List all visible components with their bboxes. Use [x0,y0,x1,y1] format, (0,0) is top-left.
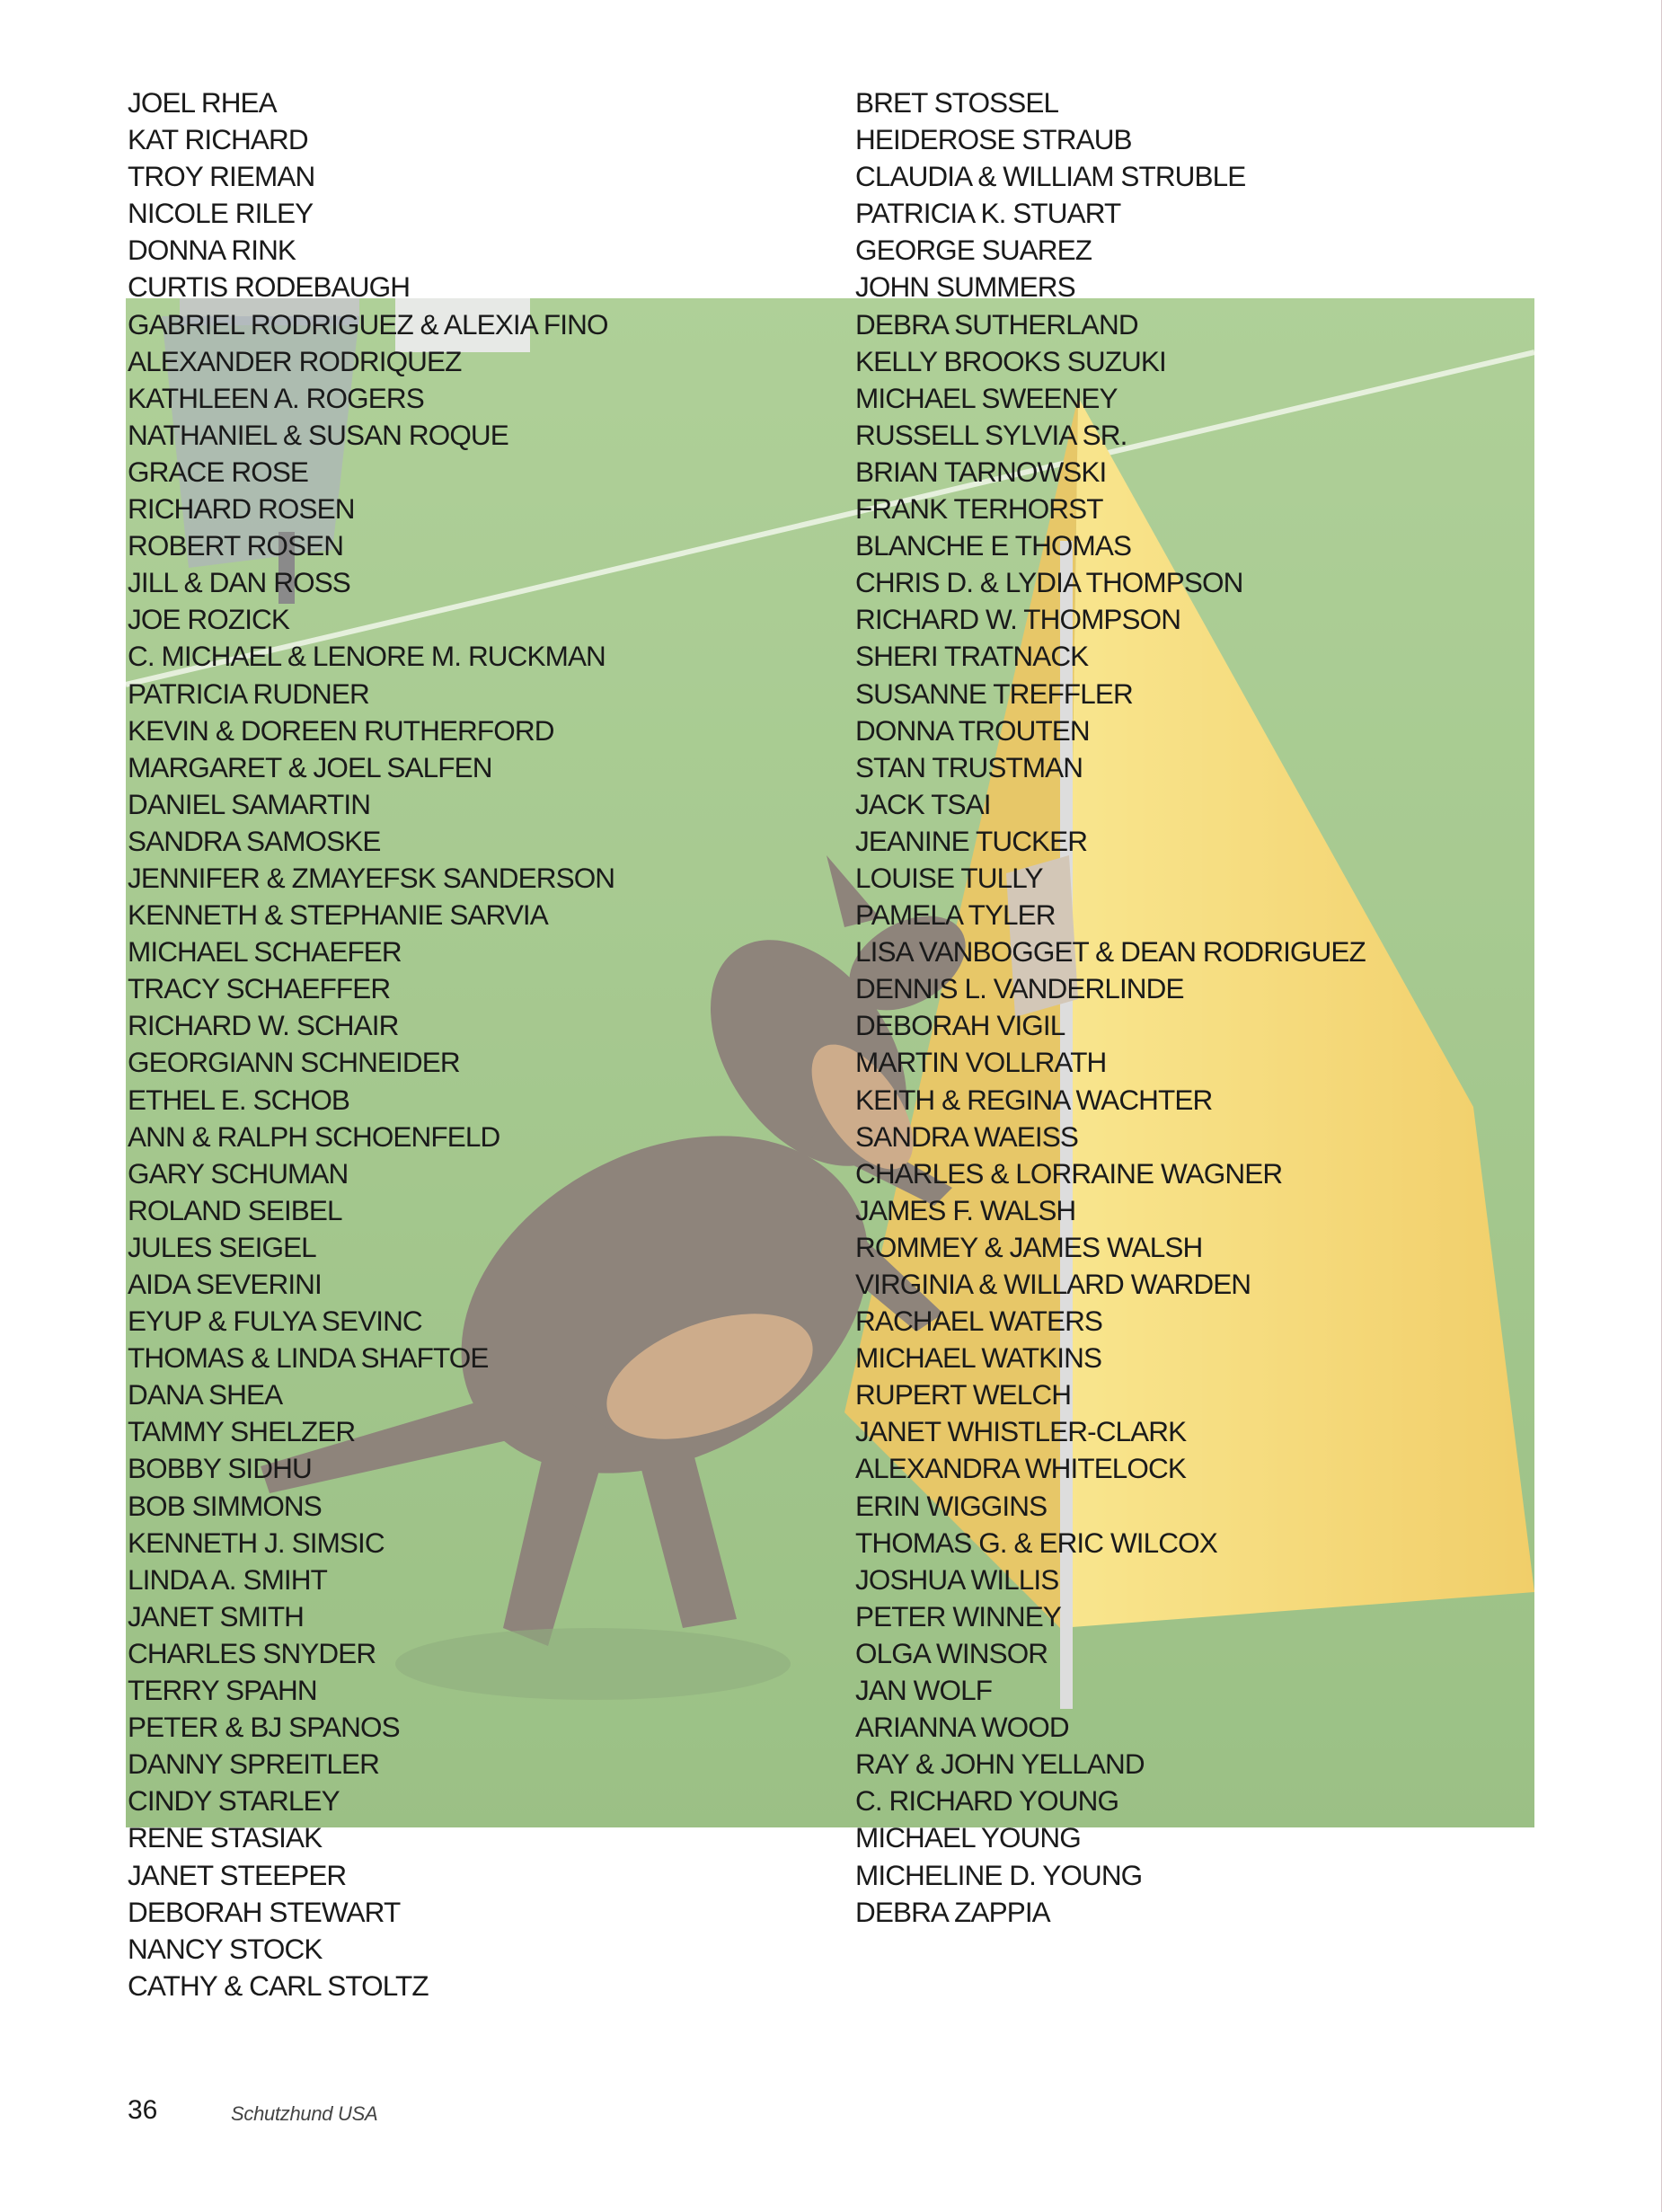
name-entry: RICHARD ROSEN [128,492,355,526]
name-entry: BOB SIMMONS [128,1489,322,1522]
name-entry: PETER WINNEY [855,1599,1061,1632]
names-column-right [855,84,1366,1931]
name-entry: ANN & RALPH SCHOENFELD [128,1119,500,1153]
name-entry: BRET STOSSEL [855,86,1059,119]
name-entry: DEBORAH VIGIL [855,1009,1065,1042]
name-entry: ERIN WIGGINS [855,1489,1048,1522]
name-entry: BLANCHE E THOMAS [855,529,1132,562]
name-entry: FRANK TERHORST [855,492,1103,526]
name-entry: PAMELA TYLER [855,898,1056,932]
name-entry: CHRIS D. & LYDIA THOMPSON [855,566,1243,599]
name-entry: DANIEL SAMARTIN [128,787,371,820]
name-entry: NANCY STOCK [128,1932,323,1965]
name-entry: ROMMEY & JAMES WALSH [855,1230,1203,1263]
name-entry: STAN TRUSTMAN [855,750,1083,783]
name-entry: C. RICHARD YOUNG [855,1784,1119,1818]
name-entry: KEITH & REGINA WACHTER [855,1083,1213,1116]
name-entry: AIDA SEVERINI [128,1268,322,1300]
name-entry: BOBBY SIDHU [128,1452,312,1485]
name-entry: RUPERT WELCH [855,1378,1072,1411]
name-entry: JEANINE TUCKER [855,824,1088,857]
name-entry: MICHAEL YOUNG [855,1821,1081,1854]
name-entry: JAN WOLF [855,1674,993,1707]
name-entry: DANA SHEA [128,1378,283,1411]
name-entry: JANET WHISTLER-CLARK [855,1415,1187,1448]
name-entry: BRIAN TARNOWSKI [855,455,1107,488]
name-entry: PATRICIA K. STUART [855,197,1121,230]
name-entry: DEBRA ZAPPIA [855,1895,1050,1928]
name-entry: JANET STEEPER [128,1858,347,1891]
name-entry: JENNIFER & ZMAYEFSK SANDERSON [128,861,615,894]
name-entry: GRACE ROSE [128,455,309,488]
name-entry: ALEXANDER RODRIQUEZ [128,344,462,377]
name-entry: CLAUDIA & WILLIAM STRUBLE [855,160,1246,193]
name-entry: TERRY SPAHN [128,1674,317,1707]
name-entry: TRACY SCHAEFFER [128,972,391,1005]
name-entry: NICOLE RILEY [128,197,314,230]
name-entry: DONNA RINK [128,234,296,267]
name-entry: CINDY STARLEY [128,1784,340,1818]
name-entry: KAT RICHARD [128,123,308,156]
name-entry: JAMES F. WALSH [855,1193,1076,1226]
name-entry: JOSHUA WILLIS [855,1562,1059,1596]
name-entry: DEBORAH STEWART [128,1895,401,1928]
name-entry: ROLAND SEIBEL [128,1193,342,1226]
name-entry: RAY & JOHN YELLAND [855,1747,1145,1781]
name-entry: VIRGINIA & WILLARD WARDEN [855,1268,1251,1300]
name-entry: SHERI TRATNACK [855,640,1089,673]
name-entry: LINDA A. SMIHT [128,1562,327,1596]
name-entry: PATRICIA RUDNER [128,677,369,710]
name-entry: KELLY BROOKS SUZUKI [855,344,1166,377]
name-entry: CATHY & CARL STOLTZ [128,1969,429,2002]
name-entry: MICHELINE D. YOUNG [855,1858,1143,1891]
name-entry: MICHAEL SWEENEY [855,381,1118,414]
name-entry: DONNA TROUTEN [855,713,1090,747]
name-entry: KENNETH & STEPHANIE SARVIA [128,898,548,932]
name-entry: JANET SMITH [128,1599,305,1632]
name-entry: LOUISE TULLY [855,861,1043,894]
name-entry: RICHARD W. THOMPSON [855,603,1181,636]
name-entry: CHARLES & LORRAINE WAGNER [855,1156,1283,1190]
name-entry: MICHAEL SCHAEFER [128,935,402,969]
name-entry: C. MICHAEL & LENORE M. RUCKMAN [128,640,606,673]
name-entry: SANDRA SAMOSKE [128,824,381,857]
name-entry: TROY RIEMAN [128,160,315,193]
name-entry: MARGARET & JOEL SALFEN [128,750,492,783]
name-entry: KEVIN & DOREEN RUTHERFORD [128,713,554,747]
publication-title: Schutzhund USA [231,2102,378,2125]
name-entry: THOMAS & LINDA SHAFTOE [128,1341,489,1375]
name-entry: RACHAEL WATERS [855,1305,1103,1338]
name-entry: LISA VANBOGGET & DEAN RODRIGUEZ [855,935,1366,969]
name-entry: SUSANNE TREFFLER [855,677,1133,710]
name-entry: CURTIS RODEBAUGH [128,270,411,304]
name-entry: JOEL RHEA [128,86,277,119]
name-entry: CHARLES SNYDER [128,1636,376,1669]
name-entry: RUSSELL SYLVIA SR. [855,418,1127,451]
name-entry: EYUP & FULYA SEVINC [128,1305,422,1338]
name-entry: ROBERT ROSEN [128,529,344,562]
name-entry: HEIDEROSE STRAUB [855,123,1132,156]
name-entry: SANDRA WAEISS [855,1119,1078,1153]
name-entry: RENE STASIAK [128,1821,323,1854]
name-entry: GABRIEL RODRIGUEZ & ALEXIA FINO [128,307,608,341]
name-entry: ALEXANDRA WHITELOCK [855,1452,1186,1485]
name-entry: OLGA WINSOR [855,1636,1048,1669]
name-entry: NATHANIEL & SUSAN ROQUE [128,418,508,451]
name-entry: RICHARD W. SCHAIR [128,1009,399,1042]
name-entry: JOHN SUMMERS [855,270,1075,304]
name-entry: MICHAEL WATKINS [855,1341,1102,1375]
names-column-left [128,84,614,2004]
name-entry: PETER & BJ SPANOS [128,1711,400,1744]
name-entry: JILL & DAN ROSS [128,566,350,599]
name-entry: JOE ROZICK [128,603,290,636]
name-entry: GEORGIANN SCHNEIDER [128,1046,460,1079]
name-entry: GARY SCHUMAN [128,1156,349,1190]
name-entry: MARTIN VOLLRATH [855,1046,1107,1079]
page-number: 36 [128,2095,158,2125]
name-entry: DANNY SPREITLER [128,1747,379,1781]
name-entry: KENNETH J. SIMSIC [128,1526,385,1559]
name-entry: ARIANNA WOOD [855,1711,1069,1744]
name-entry: KATHLEEN A. ROGERS [128,381,424,414]
name-entry: GEORGE SUAREZ [855,234,1092,267]
name-entry: THOMAS G. & ERIC WILCOX [855,1526,1217,1559]
name-entry: JULES SEIGEL [128,1230,316,1263]
name-entry: DENNIS L. VANDERLINDE [855,972,1184,1005]
name-entry: DEBRA SUTHERLAND [855,307,1138,341]
name-entry: ETHEL E. SCHOB [128,1083,350,1116]
name-entry: JACK TSAI [855,787,991,820]
name-entry: TAMMY SHELZER [128,1415,356,1448]
